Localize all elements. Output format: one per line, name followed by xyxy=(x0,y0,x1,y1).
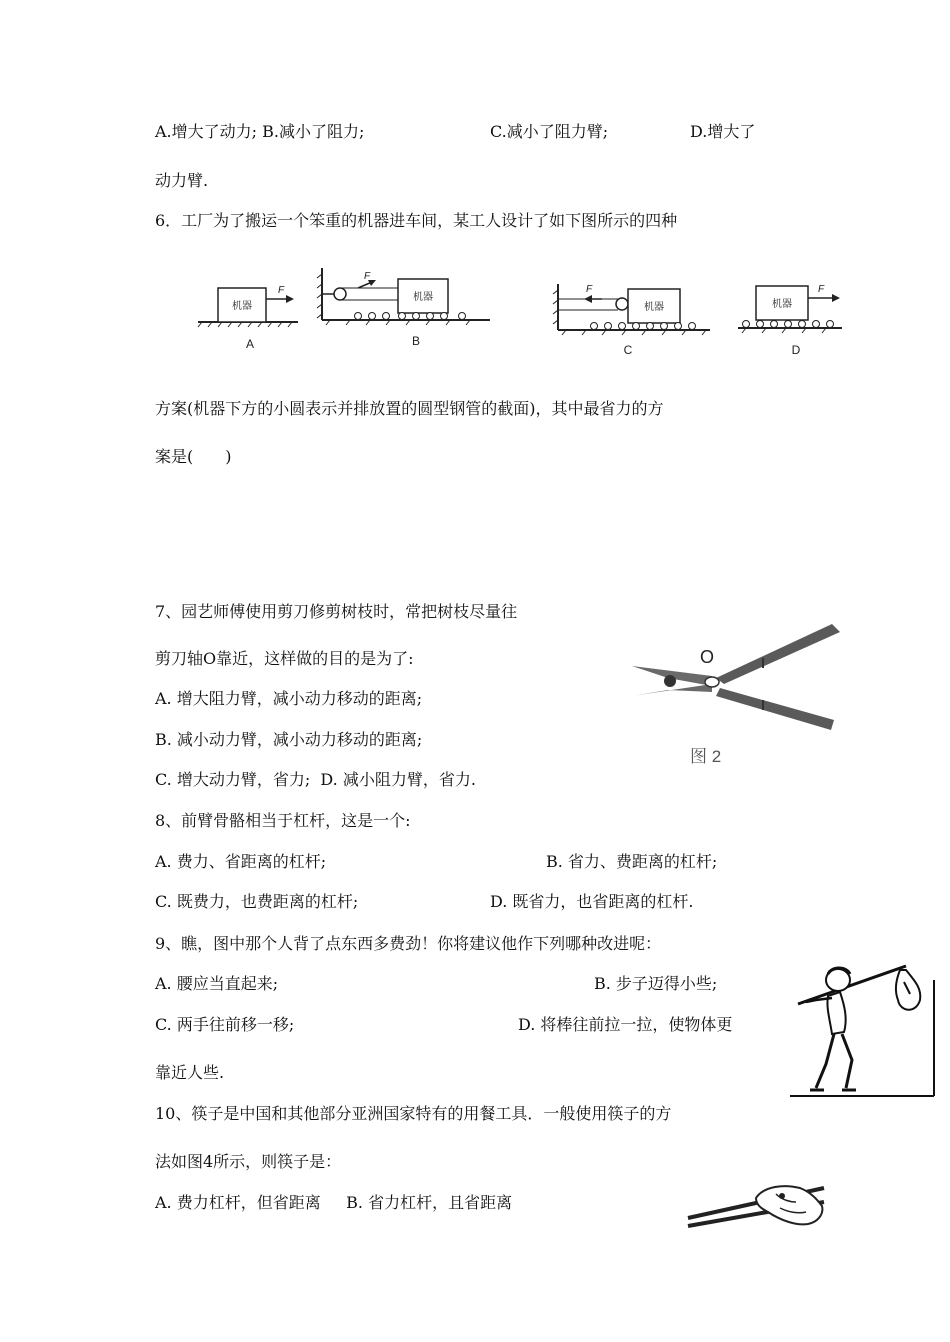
q6-scheme-c xyxy=(553,284,710,357)
machine-label-a: 机器 xyxy=(232,301,252,312)
scissors-pivot xyxy=(705,677,719,687)
q5-options-line xyxy=(155,121,364,143)
q9-option-b: B. 步子迈得小些; xyxy=(594,974,718,993)
q6-stem-line3: 案是( ) xyxy=(155,447,232,466)
q10-option-b: B. 省力杠杆，且省距离 xyxy=(346,1193,513,1212)
q7-scissors-figure xyxy=(628,616,843,771)
q10-stem-line1: 10、筷子是中国和其他部分亚洲国家特有的用餐工具．一般使用筷子的方 xyxy=(155,1104,672,1123)
q9-option-c: C. 两手往前移一移; xyxy=(155,1015,295,1034)
carrying-pole xyxy=(798,966,906,1004)
q5-option-d-cont: 动力臂. xyxy=(155,171,209,190)
q6-stem-line2: 方案(机器下方的小圆表示并排放置的圆型钢管的截面)，其中最省力的方 xyxy=(155,399,664,418)
caption-b: B xyxy=(411,334,421,348)
q7-stem-line1: 7、园艺师傅使用剪刀修剪树枝时，常把树枝尽量往 xyxy=(155,602,518,621)
q6-scheme-d xyxy=(738,284,842,357)
q9-stem: 9、瞧，图中那个人背了点东西多费劲！你将建议他作下列哪种改进呢： xyxy=(155,934,662,953)
scissors-upper-handle xyxy=(716,624,840,684)
machine-label-c: 机器 xyxy=(644,302,664,313)
q8-option-c: C. 既费力，也费距离的杠杆; xyxy=(155,892,359,911)
q6-scheme-b xyxy=(317,268,490,348)
branch-circle xyxy=(664,675,676,687)
caption-c: C xyxy=(623,343,633,357)
q10-stem-line2: 法如图4所示，则筷子是： xyxy=(155,1152,342,1171)
q8-stem: 8、前臂骨骼相当于杠杆，这是一个: xyxy=(155,811,411,830)
q9-carrying-man-figure xyxy=(788,960,938,1100)
q9-option-d: D. 将棒往前拉一拉，使物体更 xyxy=(518,1015,733,1034)
q7-option-a: A. 增大阻力臂，减小动力移动的距离; xyxy=(155,689,423,708)
q5-option-d: D.增大了 xyxy=(690,122,756,141)
q5-option-a: A.增大了动力; xyxy=(155,122,258,141)
figure-caption: 图 2 xyxy=(690,747,722,766)
q6-figure xyxy=(190,262,850,362)
scissors-lower-handle xyxy=(716,688,834,730)
pulley-c xyxy=(616,298,628,310)
force-label-a: F xyxy=(278,285,285,296)
q10-options-ab xyxy=(155,1192,512,1214)
force-label-d: F xyxy=(818,284,825,295)
q7-stem-line2: 剪刀轴O靠近，这样做的目的是为了: xyxy=(155,649,414,668)
q7-options-cd xyxy=(155,769,476,791)
q7-option-c: C. 增大动力臂，省力; xyxy=(155,770,311,789)
q7-option-b: B. 减小动力臂，减小动力移动的距离; xyxy=(155,730,423,749)
q10-chopsticks-figure xyxy=(684,1180,834,1240)
q10-option-a: A. 费力杠杆，但省距离 xyxy=(155,1193,321,1212)
q5-option-c: C.减小了阻力臂; xyxy=(490,122,609,141)
q5-option-b: B.减小了阻力; xyxy=(262,122,365,141)
pivot-label: O xyxy=(700,647,715,667)
q9-option-a: A. 腰应当直起来; xyxy=(155,974,279,993)
q7-option-d: D. 减小阻力臂，省力. xyxy=(320,770,476,789)
q8-option-a: A. 费力、省距离的杠杆; xyxy=(155,852,327,871)
machine-label-b: 机器 xyxy=(413,292,433,303)
force-label-b: F xyxy=(364,271,371,282)
pulley-b xyxy=(334,288,346,300)
q8-option-b: B. 省力、费距离的杠杆; xyxy=(546,852,718,871)
man-left-leg xyxy=(816,1034,834,1088)
q6-stem-line1: 6．工厂为了搬运一个笨重的机器进车间，某工人设计了如下图所示的四种 xyxy=(155,211,678,230)
force-label-c: F xyxy=(586,284,593,295)
q6-scheme-a xyxy=(198,285,298,351)
caption-a: A xyxy=(245,337,255,351)
q9-option-d-cont: 靠近人些. xyxy=(155,1063,225,1082)
man-right-leg xyxy=(842,1034,852,1088)
machine-label-d: 机器 xyxy=(772,299,792,310)
caption-d: D xyxy=(791,343,801,357)
q8-option-d: D. 既省力，也省距离的杠杆. xyxy=(490,892,694,911)
